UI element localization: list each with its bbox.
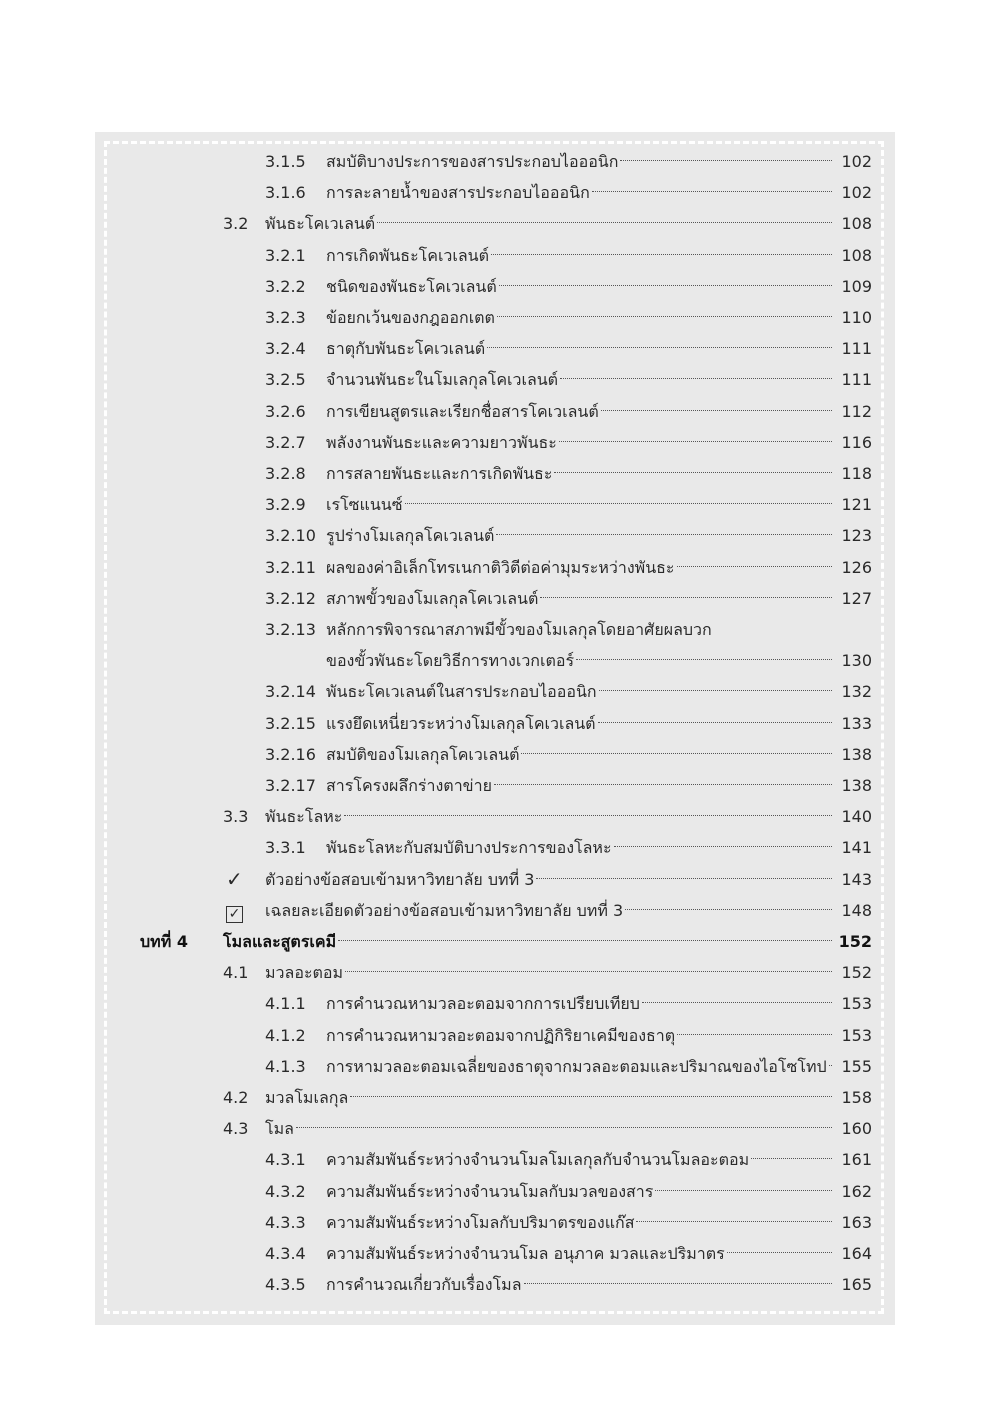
- section-title: [326, 333, 832, 364]
- page-number: 108: [841, 214, 872, 234]
- page-number: 152: [838, 932, 872, 951]
- dot-leader: [625, 909, 832, 910]
- section-number: 3.2.14: [265, 682, 316, 702]
- page-number: 140: [841, 807, 872, 827]
- dot-leader: [487, 347, 832, 348]
- section-title-text: พันธะโคเวเลนต์: [265, 214, 376, 234]
- section-title: [326, 676, 832, 707]
- toc-entry[interactable]: [0, 1082, 992, 1113]
- dot-leader: [350, 1096, 832, 1097]
- page-number: 102: [841, 183, 872, 203]
- dot-leader: [598, 722, 832, 723]
- section-title-text: การสลายพันธะและการเกิดพันธะ: [326, 464, 553, 483]
- section-title: [326, 770, 832, 801]
- toc-entry[interactable]: [0, 1269, 992, 1300]
- page-number: 132: [841, 682, 872, 702]
- section-number: 4.3.3: [265, 1212, 306, 1232]
- section-title: [326, 645, 832, 676]
- section-title-text: ผลของค่าอิเล็กโทรเนกาติวิตีต่อค่ามุมระหว่างพันธะ: [326, 557, 675, 577]
- section-number: 4.3: [223, 1119, 249, 1139]
- page-number: 109: [841, 276, 872, 296]
- section-title-text: รูปร่างโมเลกุลโคเวเลนต์: [326, 526, 495, 546]
- toc-entry[interactable]: [0, 614, 992, 645]
- page-number: 133: [841, 713, 872, 733]
- page-number: 116: [841, 432, 872, 452]
- page-number: 153: [841, 994, 872, 1014]
- section-title: [326, 739, 832, 770]
- section-title-text: ความสัมพันธ์ระหว่างจำนวนโมลกับมวลของสาร: [326, 1181, 654, 1201]
- toc-entry[interactable]: [0, 1020, 992, 1051]
- toc-entry[interactable]: [0, 676, 992, 707]
- page-number: 110: [841, 308, 872, 327]
- toc-entry[interactable]: [0, 1051, 992, 1082]
- section-title-text: การละลายน้ำของสารประกอบไอออนิก: [326, 183, 590, 203]
- dot-leader: [599, 690, 832, 691]
- dot-leader: [338, 940, 832, 941]
- toc-entry[interactable]: [0, 832, 992, 863]
- page-number: 164: [841, 1244, 872, 1263]
- page-number: 153: [841, 1025, 872, 1045]
- section-number: 3.2.3: [265, 308, 306, 327]
- dot-leader: [636, 1221, 832, 1222]
- section-title-text: มวลอะตอม: [265, 963, 344, 983]
- toc-entry[interactable]: [0, 957, 992, 988]
- section-number: 3.2.4: [265, 339, 306, 359]
- section-number: 3.2.10: [265, 526, 316, 546]
- section-number: 4.3.4: [265, 1244, 306, 1263]
- checkbox-checked-icon: [226, 895, 243, 926]
- section-number: 3.1.5: [265, 152, 306, 171]
- section-number: 3.2.13: [265, 620, 316, 639]
- section-title-text: โมล: [265, 1119, 294, 1139]
- section-title: [265, 864, 832, 895]
- dot-leader: [677, 566, 832, 567]
- toc-entry[interactable]: [0, 864, 992, 895]
- section-number: บทที่ 4: [140, 932, 188, 951]
- section-title-text: เฉลยละเอียดตัวอย่างข้อสอบเข้ามหาวิทยาลัย บทที่ 3: [265, 900, 624, 920]
- toc-entry[interactable]: [0, 1238, 992, 1269]
- section-title-text: ธาตุกับพันธะโคเวเลนต์: [326, 339, 486, 359]
- page-number: 152: [841, 963, 872, 983]
- section-number: 4.1: [223, 963, 249, 983]
- dot-leader: [559, 441, 832, 442]
- section-title: [265, 1082, 832, 1113]
- section-title-text: การเขียนสูตรและเรียกชื่อสารโคเวเลนต์: [326, 401, 599, 421]
- section-title-text: การคำนวณเกี่ยวกับเรื่องโมล: [326, 1275, 522, 1295]
- section-title-text: พลังงานพันธะและความยาวพันธะ: [326, 432, 557, 452]
- section-title: [326, 364, 832, 395]
- section-title-text: เรโซแนนซ์: [326, 495, 403, 515]
- dot-leader: [614, 846, 832, 847]
- page-number: 130: [841, 651, 872, 671]
- page-number: 148: [841, 900, 872, 920]
- dot-leader: [521, 753, 832, 754]
- section-title-text: ของขั้วพันธะโดยวิธีการทางเวกเตอร์: [326, 651, 575, 671]
- section-title: [326, 1269, 832, 1300]
- toc-entry[interactable]: [0, 458, 992, 489]
- section-title: [265, 895, 832, 926]
- section-title-text: การเกิดพันธะโคเวเลนต์: [326, 245, 490, 265]
- section-title: [326, 146, 832, 177]
- section-number: 4.1.3: [265, 1056, 306, 1076]
- toc-entry[interactable]: [0, 1113, 992, 1144]
- section-number: 3.3.1: [265, 838, 306, 858]
- toc-entry[interactable]: [0, 271, 992, 302]
- page-number: 102: [841, 152, 872, 171]
- page-number: 161: [841, 1150, 872, 1170]
- page-number: 141: [841, 838, 872, 858]
- section-title: [326, 583, 832, 614]
- dot-leader: [642, 1002, 832, 1003]
- page-number: 118: [841, 464, 872, 483]
- section-title: [326, 302, 832, 333]
- dot-leader: [655, 1190, 832, 1191]
- section-title: [326, 988, 832, 1019]
- section-title: [326, 458, 832, 489]
- section-number: 4.2: [223, 1088, 249, 1107]
- section-number: 3.2: [223, 214, 249, 234]
- section-number: 4.1.2: [265, 1025, 306, 1045]
- section-title-text: โมลและสูตรเคมี: [223, 932, 337, 951]
- toc-entry[interactable]: [0, 364, 992, 395]
- page-number: 155: [841, 1056, 872, 1076]
- dot-leader: [620, 160, 832, 161]
- section-number: 4.3.1: [265, 1150, 306, 1170]
- toc-entry[interactable]: [0, 926, 992, 957]
- section-title-text: มวลโมเลกุล: [265, 1088, 349, 1107]
- toc-entry[interactable]: [0, 1176, 992, 1207]
- toc-entry[interactable]: [0, 552, 992, 583]
- section-title: [326, 708, 832, 739]
- dot-leader: [601, 410, 832, 411]
- section-title-text: แรงยึดเหนี่ยวระหว่างโมเลกุลโคเวเลนต์: [326, 713, 596, 733]
- section-title: [326, 177, 832, 208]
- dot-leader: [377, 222, 832, 223]
- section-title: [326, 520, 832, 551]
- dot-leader: [491, 254, 832, 255]
- page-number: 126: [841, 557, 872, 577]
- section-title: [326, 271, 832, 302]
- page-number: 143: [841, 869, 872, 889]
- dot-leader: [560, 378, 832, 379]
- dot-leader: [677, 1034, 832, 1035]
- section-title-text: สมบัติบางประการของสารประกอบไอออนิก: [326, 152, 619, 171]
- section-title-text: การหามวลอะตอมเฉลี่ยของธาตุจากมวลอะตอมและปริมาณของไอโซโทป: [326, 1056, 827, 1076]
- toc-entry[interactable]: [0, 240, 992, 271]
- page-number: 112: [841, 401, 872, 421]
- page-number: 138: [841, 776, 872, 795]
- section-title: [326, 832, 832, 863]
- section-number: 4.3.5: [265, 1275, 306, 1295]
- section-title: [265, 957, 832, 988]
- page-number: 111: [841, 370, 872, 390]
- section-title: [326, 614, 832, 645]
- toc-entry[interactable]: [0, 208, 992, 239]
- section-number: 3.2.5: [265, 370, 306, 390]
- dot-leader: [494, 784, 832, 785]
- toc-entry[interactable]: [0, 520, 992, 551]
- page-number: 162: [841, 1181, 872, 1201]
- page-number: 163: [841, 1212, 872, 1232]
- dot-leader: [296, 1127, 832, 1128]
- section-number: 3.2.9: [265, 495, 306, 515]
- page-number: 121: [841, 495, 872, 515]
- checkmark-icon: ✓: [226, 866, 243, 891]
- section-title-text: จำนวนพันธะในโมเลกุลโคเวเลนต์: [326, 370, 559, 390]
- section-title: [265, 801, 832, 832]
- dot-leader: [751, 1158, 832, 1159]
- dot-leader: [344, 815, 832, 816]
- section-title: [326, 427, 832, 458]
- page-number: 160: [841, 1119, 872, 1139]
- section-title-text: ชนิดของพันธะโคเวเลนต์: [326, 276, 497, 296]
- section-title: [326, 240, 832, 271]
- section-number: 3.2.17: [265, 776, 316, 795]
- section-title: [265, 1113, 832, 1144]
- toc-entry[interactable]: [0, 739, 992, 770]
- toc-entry[interactable]: [0, 645, 992, 676]
- section-title-text: พันธะโลหะกับสมบัติบางประการของโลหะ: [326, 838, 612, 858]
- page-number: 158: [841, 1088, 872, 1107]
- section-number: 3.3: [223, 807, 249, 827]
- page-number: 111: [841, 339, 872, 359]
- dot-leader: [497, 316, 832, 317]
- dot-leader: [345, 971, 832, 972]
- section-title-text: สมบัติของโมเลกุลโคเวเลนต์: [326, 744, 520, 764]
- section-number: 3.2.11: [265, 557, 316, 577]
- section-number: 3.2.2: [265, 276, 306, 296]
- section-number: 3.2.12: [265, 588, 316, 608]
- section-number: 3.2.7: [265, 432, 306, 452]
- dot-leader: [536, 878, 832, 879]
- section-title: [326, 1144, 832, 1175]
- page-number: 108: [841, 245, 872, 265]
- section-title-text: ความสัมพันธ์ระหว่างจำนวนโมลโมเลกุลกับจำนวนโมลอะตอม: [326, 1150, 750, 1170]
- toc-entry[interactable]: [0, 333, 992, 364]
- toc-entry[interactable]: [0, 583, 992, 614]
- section-number: 3.1.6: [265, 183, 306, 203]
- toc-entry[interactable]: [0, 177, 992, 208]
- dot-leader: [540, 597, 832, 598]
- section-title: [326, 489, 832, 520]
- section-title-text: การคำนวณหามวลอะตอมจากปฏิกิริยาเคมีของธาตุ: [326, 1025, 676, 1045]
- section-number: 3.2.8: [265, 464, 306, 483]
- dot-leader: [405, 503, 832, 504]
- dot-leader: [496, 534, 832, 535]
- section-title: [326, 1207, 832, 1238]
- section-title: [223, 926, 832, 957]
- dot-leader: [576, 659, 832, 660]
- section-title-text: ข้อยกเว้นของกฎออกเตต: [326, 308, 495, 327]
- section-number: 3.2.6: [265, 401, 306, 421]
- section-title: [326, 1176, 832, 1207]
- section-number: 3.2.1: [265, 245, 306, 265]
- section-title-text: พันธะโคเวเลนต์ในสารประกอบไอออนิก: [326, 682, 597, 702]
- toc-entry[interactable]: [0, 1144, 992, 1175]
- dot-leader: [524, 1283, 832, 1284]
- toc-entry[interactable]: [0, 1207, 992, 1238]
- section-title-text: ความสัมพันธ์ระหว่างจำนวนโมล อนุภาค มวลและปริมาตร: [326, 1244, 725, 1263]
- checkbox-icon: ✓: [226, 906, 243, 923]
- page-number: 165: [841, 1275, 872, 1295]
- toc-entry[interactable]: [0, 770, 992, 801]
- page-number: 127: [841, 588, 872, 608]
- toc-entry[interactable]: [0, 302, 992, 333]
- toc-entry[interactable]: [0, 489, 992, 520]
- dot-leader: [592, 191, 832, 192]
- section-title: [326, 396, 832, 427]
- section-title-text: หลักการพิจารณาสภาพมีขั้วของโมเลกุลโดยอาศัยผลบวก: [326, 620, 712, 639]
- section-title-text: สภาพขั้วของโมเลกุลโคเวเลนต์: [326, 588, 539, 608]
- section-title: [265, 208, 832, 239]
- section-title: [326, 552, 832, 583]
- dot-leader: [499, 285, 832, 286]
- section-number: 3.2.16: [265, 744, 316, 764]
- toc-entry[interactable]: [0, 988, 992, 1019]
- toc-entry[interactable]: [0, 895, 992, 926]
- section-title-text: การคำนวณหามวลอะตอมจากการเปรียบเทียบ: [326, 994, 640, 1014]
- section-title: [326, 1051, 832, 1082]
- section-title-text: พันธะโลหะ: [265, 807, 343, 827]
- section-title-text: ความสัมพันธ์ระหว่างโมลกับปริมาตรของแก๊ส: [326, 1212, 635, 1232]
- toc-entry[interactable]: [0, 801, 992, 832]
- section-title-text: สารโครงผลึกร่างตาข่าย: [326, 776, 492, 795]
- section-number: 4.3.2: [265, 1181, 306, 1201]
- section-title-text: ตัวอย่างข้อสอบเข้ามหาวิทยาลัย บทที่ 3: [265, 869, 535, 889]
- page-number: 123: [841, 526, 872, 546]
- toc-entry[interactable]: [0, 396, 992, 427]
- section-title: [326, 1020, 832, 1051]
- toc-entry[interactable]: [0, 427, 992, 458]
- dot-leader: [554, 472, 832, 473]
- page-number: 138: [841, 744, 872, 764]
- section-title: [326, 1238, 832, 1269]
- section-number: 4.1.1: [265, 994, 306, 1014]
- toc-entry[interactable]: [0, 708, 992, 739]
- section-number: 3.2.15: [265, 713, 316, 733]
- dot-leader: [727, 1252, 832, 1253]
- toc-entry[interactable]: [0, 146, 992, 177]
